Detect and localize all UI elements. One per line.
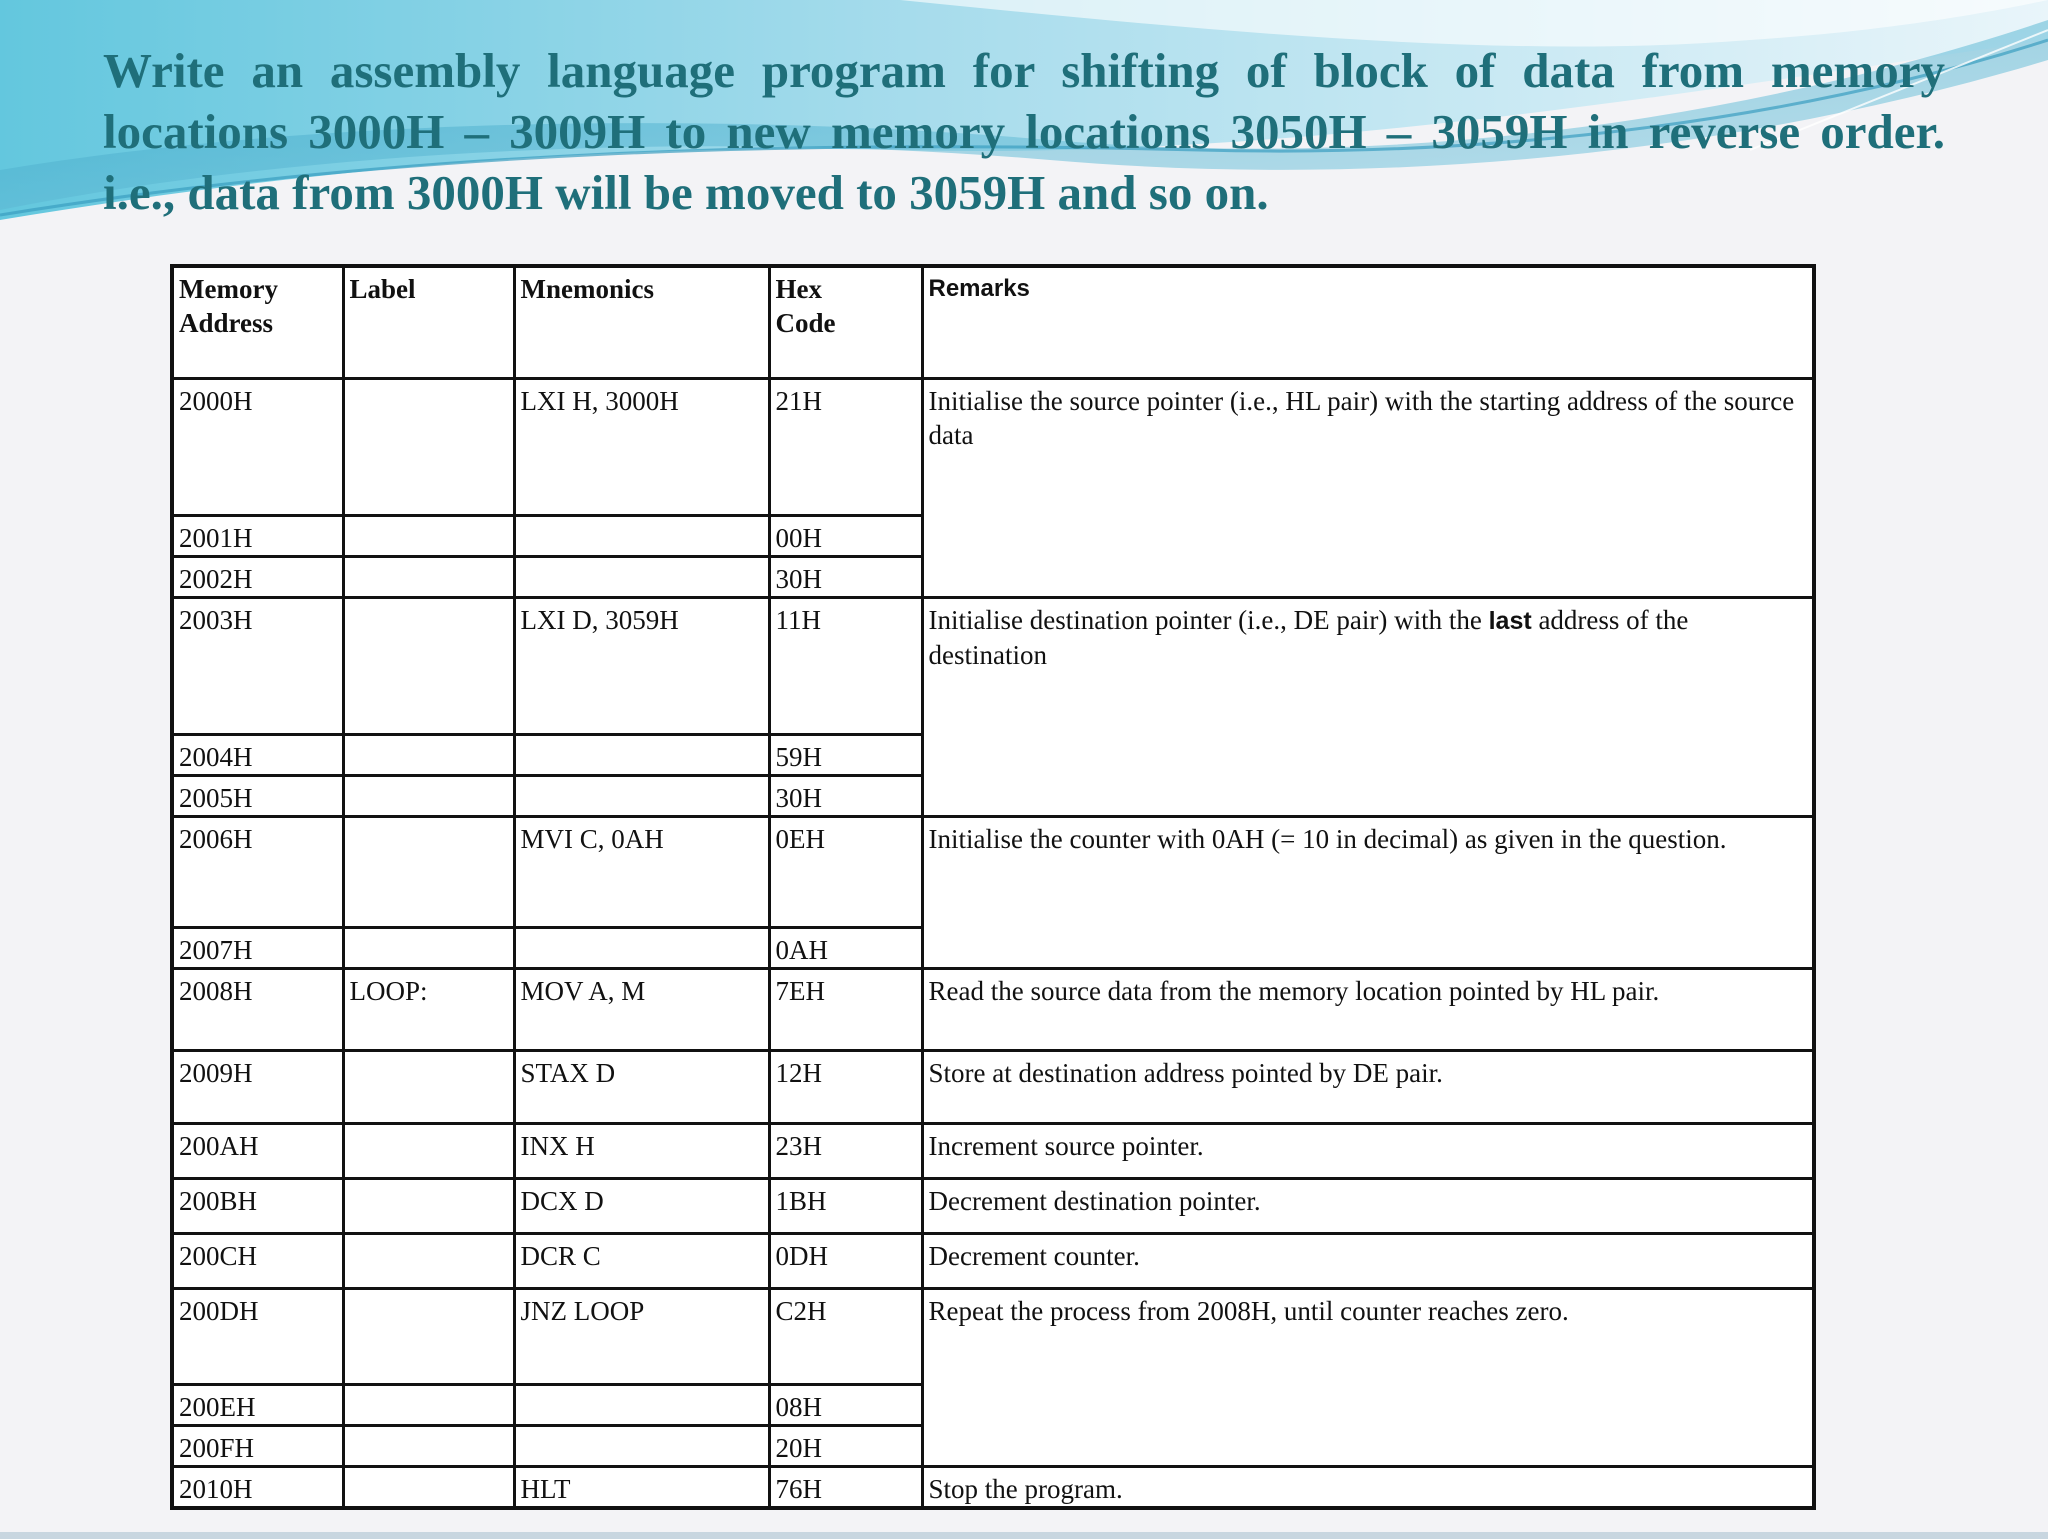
cell-label <box>343 597 514 734</box>
cell-hex: 00H <box>769 515 922 556</box>
cell-mnemonic <box>514 775 769 816</box>
table-header-row <box>172 266 1814 378</box>
cell-hex: 30H <box>769 556 922 597</box>
cell-hex: 0DH <box>769 1233 922 1288</box>
cell-mnemonic: MOV A, M <box>514 968 769 1050</box>
cell-label <box>343 927 514 968</box>
cell-label <box>343 1384 514 1425</box>
cell-remark: Initialise destination pointer (i.e., DE pair) with the last address of the destination <box>922 597 1814 816</box>
cell-label <box>343 1123 514 1178</box>
cell-address: 200FH <box>172 1425 343 1466</box>
title-line-3: i.e., data from 3000H will be moved to 3059H and so on. <box>103 165 1269 220</box>
table-row <box>172 1178 1814 1233</box>
cell-hex: 12H <box>769 1050 922 1123</box>
cell-mnemonic: DCR C <box>514 1233 769 1288</box>
cell-label <box>343 734 514 775</box>
cell-mnemonic: MVI C, 0AH <box>514 816 769 927</box>
table-row <box>172 1123 1814 1178</box>
cell-remark: Read the source data from the memory location pointed by HL pair. <box>922 968 1814 1050</box>
table-row <box>172 597 1814 734</box>
cell-address: 200BH <box>172 1178 343 1233</box>
cell-address: 200EH <box>172 1384 343 1425</box>
header-hex-code: Hex Code <box>769 266 922 378</box>
cell-hex: 7EH <box>769 968 922 1050</box>
cell-remark: Decrement destination pointer. <box>922 1178 1814 1233</box>
program-table <box>170 264 1816 1510</box>
cell-remark: Repeat the process from 2008H, until counter reaches zero. <box>922 1288 1814 1466</box>
cell-hex: 21H <box>769 378 922 515</box>
cell-remark: Initialise the counter with 0AH (= 10 in decimal) as given in the question. <box>922 816 1814 968</box>
title-line-2: locations 3000H – 3009H to new memory locations 3050H – 3059H in reverse order. <box>103 104 1945 159</box>
cell-hex: C2H <box>769 1288 922 1384</box>
cell-hex: 08H <box>769 1384 922 1425</box>
cell-address: 2009H <box>172 1050 343 1123</box>
cell-mnemonic: JNZ LOOP <box>514 1288 769 1384</box>
cell-hex: 23H <box>769 1123 922 1178</box>
cell-label <box>343 378 514 515</box>
cell-address: 200CH <box>172 1233 343 1288</box>
cell-mnemonic: LXI D, 3059H <box>514 597 769 734</box>
cell-label <box>343 775 514 816</box>
cell-mnemonic <box>514 1384 769 1425</box>
cell-hex: 0EH <box>769 816 922 927</box>
cell-label <box>343 1178 514 1233</box>
cell-label <box>343 816 514 927</box>
title-line-1: Write an assembly language program for shifting of block of data from memory <box>103 43 1945 98</box>
cell-mnemonic: STAX D <box>514 1050 769 1123</box>
table-row <box>172 1233 1814 1288</box>
cell-remark: Stop the program. <box>922 1466 1814 1508</box>
cell-label <box>343 1233 514 1288</box>
cell-label <box>343 556 514 597</box>
cell-remark: Increment source pointer. <box>922 1123 1814 1178</box>
table-row <box>172 1050 1814 1123</box>
cell-mnemonic: LXI H, 3000H <box>514 378 769 515</box>
table-row <box>172 1466 1814 1508</box>
cell-label <box>343 1466 514 1508</box>
cell-address: 2005H <box>172 775 343 816</box>
cell-address: 2004H <box>172 734 343 775</box>
cell-mnemonic: DCX D <box>514 1178 769 1233</box>
cell-mnemonic <box>514 515 769 556</box>
cell-mnemonic <box>514 734 769 775</box>
cell-remark: Decrement counter. <box>922 1233 1814 1288</box>
cell-address: 200DH <box>172 1288 343 1384</box>
cell-hex: 59H <box>769 734 922 775</box>
slide-title <box>103 40 1945 223</box>
cell-label <box>343 515 514 556</box>
cell-address: 2002H <box>172 556 343 597</box>
header-memory-address: Memory Address <box>172 266 343 378</box>
cell-label <box>343 1288 514 1384</box>
header-remarks: Remarks <box>922 266 1814 378</box>
cell-address: 200AH <box>172 1123 343 1178</box>
cell-address: 2006H <box>172 816 343 927</box>
cell-mnemonic: INX H <box>514 1123 769 1178</box>
table-row <box>172 816 1814 927</box>
cell-label <box>343 1425 514 1466</box>
cell-label: LOOP: <box>343 968 514 1050</box>
cell-hex: 1BH <box>769 1178 922 1233</box>
cell-mnemonic: HLT <box>514 1466 769 1508</box>
header-label: Label <box>343 266 514 378</box>
cell-address: 2003H <box>172 597 343 734</box>
cell-address: 2008H <box>172 968 343 1050</box>
cell-hex: 76H <box>769 1466 922 1508</box>
cell-hex: 0AH <box>769 927 922 968</box>
cell-address: 2000H <box>172 378 343 515</box>
table-row <box>172 1288 1814 1384</box>
cell-label <box>343 1050 514 1123</box>
cell-mnemonic <box>514 1425 769 1466</box>
table-row <box>172 378 1814 515</box>
cell-remark: Initialise the source pointer (i.e., HL pair) with the starting address of the source data <box>922 378 1814 597</box>
cell-address: 2007H <box>172 927 343 968</box>
cell-address: 2010H <box>172 1466 343 1508</box>
cell-address: 2001H <box>172 515 343 556</box>
table-row <box>172 968 1814 1050</box>
slide-bottom-border <box>0 1532 2048 1539</box>
cell-remark: Store at destination address pointed by DE pair. <box>922 1050 1814 1123</box>
cell-mnemonic <box>514 927 769 968</box>
cell-hex: 11H <box>769 597 922 734</box>
cell-hex: 20H <box>769 1425 922 1466</box>
cell-mnemonic <box>514 556 769 597</box>
header-mnemonics: Mnemonics <box>514 266 769 378</box>
cell-hex: 30H <box>769 775 922 816</box>
